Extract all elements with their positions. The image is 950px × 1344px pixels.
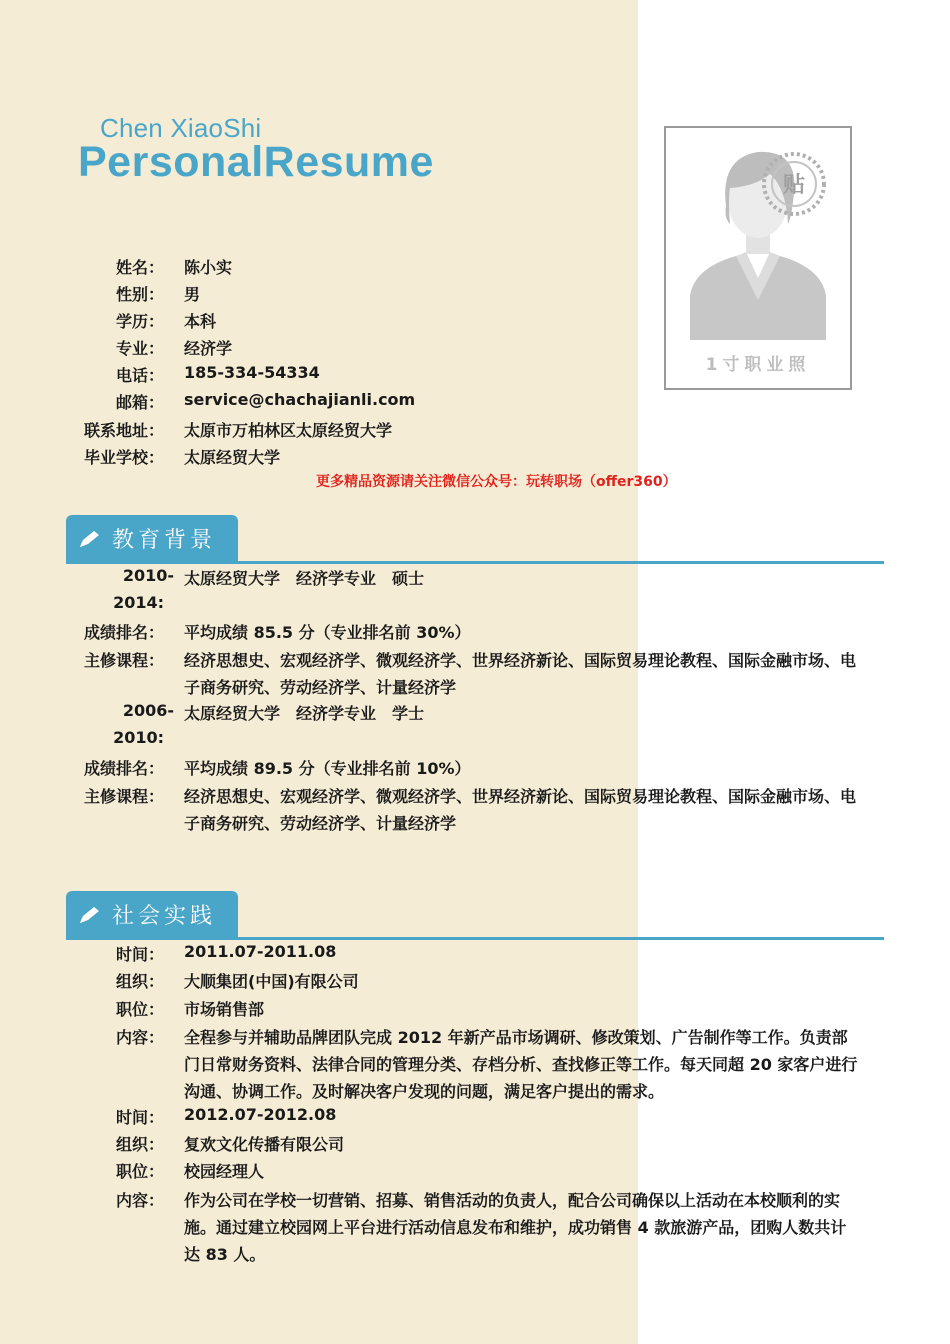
practice-row-time	[0, 1105, 950, 1132]
profile-row-gender	[0, 282, 950, 309]
profile-label: 联系地址：	[83, 421, 164, 440]
profile-row-major	[0, 336, 950, 363]
edu-row-grade	[0, 620, 950, 647]
edu-grade: 平均成绩 89.5 分（专业排名前 10%）	[184, 759, 471, 778]
profile-value: 太原市万柏林区太原经贸大学	[184, 421, 393, 440]
practice-row-time	[0, 942, 950, 969]
practice-role-label: 职位：	[115, 1000, 164, 1019]
section-header-practice	[66, 891, 238, 937]
profile-row-phone	[0, 363, 950, 390]
profile-value: 陈小实	[184, 258, 233, 277]
edu-grade-label: 成绩排名：	[83, 623, 164, 642]
profile-row-email	[0, 390, 950, 417]
practice-role-label: 职位：	[115, 1162, 164, 1181]
practice-content: 全程参与并辅助品牌团队完成 2012 年新产品市场调研、修改策划、广告制作等工作。负责部门日常财务资料、法律合同的管理分类、存档分析、查找修正等工作。每天同超 20 家客户进行沟通、协调工作。及时解决客户发现的问题，满足客户提出的需求。	[184, 1028, 858, 1101]
edu-period-start: 2010-	[122, 566, 174, 585]
english-name: Chen XiaoShi	[100, 113, 262, 143]
practice-row-org	[0, 1132, 950, 1159]
practice-org: 复欢文化传播有限公司	[184, 1135, 345, 1154]
section-title: 教育背景	[112, 528, 217, 553]
edu-period-start: 2006-	[122, 701, 174, 720]
practice-time-label: 时间：	[115, 1108, 164, 1127]
edu-courses-label: 主修课程：	[83, 787, 164, 806]
section-divider	[66, 561, 884, 564]
profile-value: 男	[184, 285, 201, 304]
edu-row-period	[0, 566, 950, 593]
practice-row-role	[0, 1159, 950, 1186]
section-header-education	[66, 515, 238, 561]
profile-value: 太原经贸大学	[184, 448, 281, 467]
resume-title: PersonalResume	[78, 138, 434, 186]
edu-period-end: 2010:	[113, 728, 164, 747]
edu-courses: 经济思想史、宏观经济学、微观经济学、世界经济新论、国际贸易理论教程、国际金融市场、电子商务研究、劳动经济学、计量经济学	[184, 787, 857, 833]
edu-school: 太原经贸大学 经济学专业 学士	[184, 704, 425, 723]
edu-grade-label: 成绩排名：	[83, 759, 164, 778]
profile-label: 电话：	[115, 366, 164, 385]
edu-school: 太原经贸大学 经济学专业 硕士	[184, 569, 425, 588]
practice-time-label: 时间：	[115, 945, 164, 964]
edu-row-period-end	[0, 728, 950, 755]
pen-icon	[78, 529, 102, 549]
practice-org-label: 组织：	[115, 1135, 164, 1154]
practice-role: 市场销售部	[184, 1000, 265, 1019]
profile-label: 学历：	[115, 312, 164, 331]
section-title: 社会实践	[112, 904, 217, 929]
practice-content-label: 内容：	[115, 1028, 164, 1047]
edu-row-grade	[0, 756, 950, 783]
edu-row-period	[0, 701, 950, 728]
profile-value: 本科	[184, 312, 217, 331]
profile-value: 185-334-54334	[184, 363, 320, 382]
practice-time: 2012.07-2012.08	[184, 1105, 337, 1124]
profile-row-degree	[0, 309, 950, 336]
photo-caption: 1寸职业照	[705, 355, 811, 375]
practice-role: 校园经理人	[184, 1162, 265, 1181]
practice-time: 2011.07-2011.08	[184, 942, 337, 961]
profile-row-name	[0, 255, 950, 282]
profile-value: service@chachajianli.com	[184, 390, 416, 409]
practice-org-label: 组织：	[115, 972, 164, 991]
wechat-notice: 更多精品资源请关注微信公众号：玩转职场（offer360）	[316, 474, 677, 490]
edu-row-period-end	[0, 593, 950, 620]
profile-label: 邮箱：	[115, 393, 164, 412]
edu-courses: 经济思想史、宏观经济学、微观经济学、世界经济新论、国际贸易理论教程、国际金融市场、电子商务研究、劳动经济学、计量经济学	[184, 651, 857, 697]
practice-content-label: 内容：	[115, 1191, 164, 1210]
edu-period-end: 2014:	[113, 593, 164, 612]
profile-label: 性别：	[115, 285, 164, 304]
practice-row-role	[0, 997, 950, 1024]
practice-org: 大顺集团(中国)有限公司	[184, 972, 359, 991]
profile-value: 经济学	[184, 339, 233, 358]
profile-label: 专业：	[115, 339, 164, 358]
profile-label: 毕业学校：	[83, 448, 164, 467]
section-divider	[66, 937, 884, 940]
profile-label: 姓名：	[115, 258, 164, 277]
profile-row-school	[0, 445, 950, 472]
practice-content: 作为公司在学校一切营销、招募、销售活动的负责人，配合公司确保以上活动在本校顺利的实施。通过建立校园网上平台进行活动信息发布和维护，成功销售 4 款旅游产品，团购人数共计达 83 人。	[184, 1191, 847, 1264]
profile-row-address	[0, 418, 950, 445]
edu-grade: 平均成绩 85.5 分（专业排名前 30%）	[184, 623, 471, 642]
practice-row-org	[0, 969, 950, 996]
pen-icon	[78, 905, 102, 925]
photo-stamp-text: 贴	[782, 173, 806, 198]
edu-courses-label: 主修课程：	[83, 651, 164, 670]
